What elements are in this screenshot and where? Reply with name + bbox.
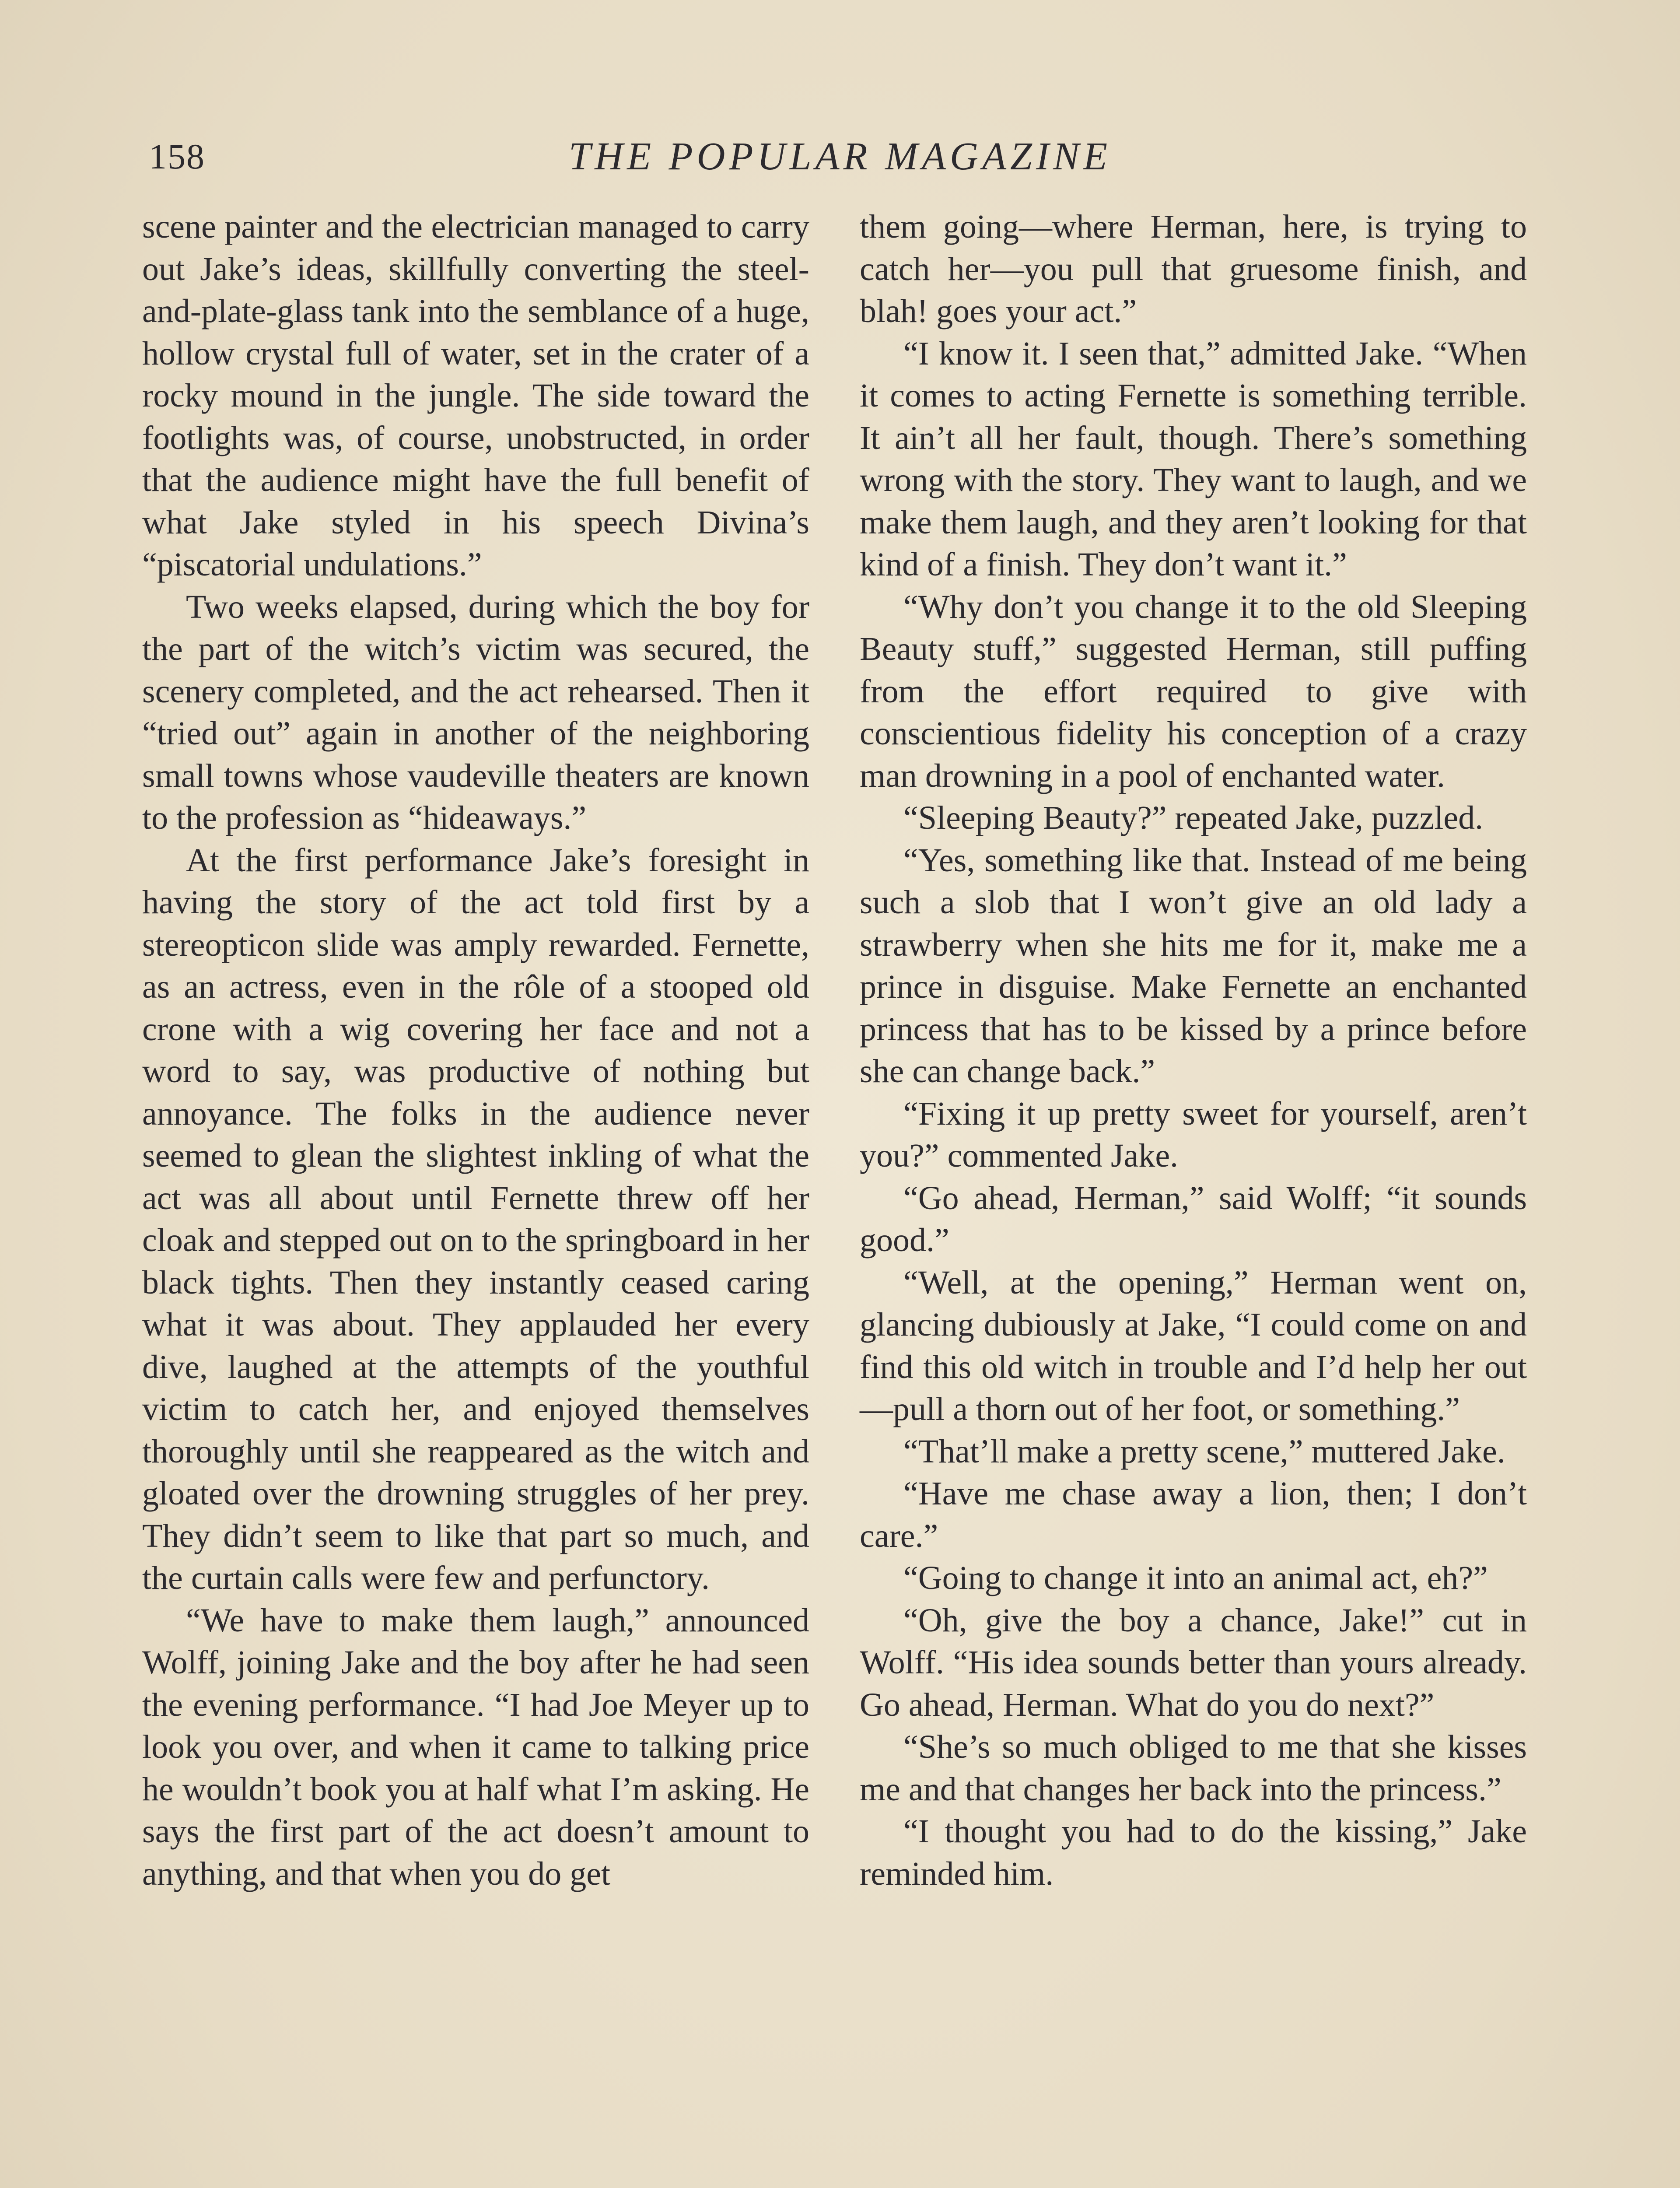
paragraph: “Fixing it up pretty sweet for yourself, aren’t you?” commented Jake. — [860, 1095, 1527, 1174]
page-number: 158 — [149, 137, 205, 176]
paragraph: “I know it. I seen that,” admitted Jake. “When it comes to acting Fernette is something terrible. It ain’t all her fault, though. There’s something wrong with the story. They want to laugh, and we make them laugh, and they aren’t looking for that kind of a finish. They don’t want it.” — [860, 335, 1527, 583]
paragraph: “We have to make them laugh,” announced Wolff, joining Jake and the boy after he had seen the evening performance. “I had Joe Meyer up to look you over, and when it came to talking price he wouldn’t book you at half what I’m asking. He says the first part of the act doesn’t amount to anything, and that when you do get — [142, 1602, 809, 1892]
paragraph: “Have me chase away a lion, then; I don’t care.” — [860, 1475, 1527, 1554]
paragraph: “Go ahead, Herman,” said Wolff; “it sounds good.” — [860, 1179, 1527, 1259]
paragraph: “Well, at the opening,” Herman went on, glancing dubiously at Jake, “I could come on and find this old witch in trouble and I’d help her out—pull a thorn out of her foot, or something.” — [860, 1264, 1527, 1427]
paragraph: “Going to change it into an animal act, eh?” — [903, 1560, 1488, 1596]
page-header — [149, 124, 1531, 189]
paragraph: “That’ll make a pretty scene,” muttered Jake. — [903, 1433, 1505, 1470]
left-column — [142, 206, 809, 1895]
paragraph: At the first performance Jake’s foresight in having the story of the act told first by a stereopticon slide was amply rewarded. Fernette, as an actress, even in the rôle of a stooped old crone with a wig covering her face and not a word to say, was productive of nothing but annoyance. The folks in the audience never seemed to glean the slightest inkling of what the act was all about until Fernette threw off her cloak and stepped out on to the springboard in her black tights. Then they instantly ceased caring what it was about. They applauded her every dive, laughed at the attempts of the youthful victim to catch her, and enjoyed themselves thoroughly until she reappeared as the witch and gloated over the drowning struggles of her prey. They didn’t seem to like that part so much, and the curtain calls were few and perfunctory. — [142, 842, 809, 1596]
paragraph: “Why don’t you change it to the old Sleeping Beauty stuff,” suggested Herman, still puffing from the effort required to give with conscientious fidelity his conception of a crazy man drowning in a pool of enchanted water. — [860, 588, 1527, 794]
paragraph: “Yes, something like that. Instead of me being such a slob that I won’t give an old lady a strawberry when she hits me for it, make me a prince in disguise. Make Fernette an enchanted princess that has to be kissed by a prince before she can change back.” — [860, 842, 1527, 1090]
magazine-title: THE POPULAR MAGAZINE — [569, 135, 1111, 178]
paragraph: “I thought you had to do the kissing,” Jake reminded him. — [860, 1813, 1527, 1892]
paragraph: Two weeks elapsed, during which the boy for the part of the witch’s victim was secured, the scenery completed, and the act rehearsed. Then it “tried out” again in another of the neighboring small towns whose vaudeville theaters are known to the profession as “hideaways.” — [142, 588, 809, 836]
paragraph: them going—where Herman, here, is trying to catch her—you pull that gruesome finish, and blah! goes your act.” — [860, 208, 1527, 330]
paragraph: “Oh, give the boy a chance, Jake!” cut in Wolff. “His idea sounds better than yours already. Go ahead, Herman. What do you do next?” — [860, 1602, 1527, 1723]
paragraph: “Sleeping Beauty?” repeated Jake, puzzled. — [903, 799, 1484, 836]
right-column — [860, 206, 1527, 1895]
paragraph: scene painter and the electrician managed to carry out Jake’s ideas, skillfully converting the steel-and-plate-glass tank into the semblance of a huge, hollow crystal full of water, set in the crater of a rocky mound in the jungle. The side toward the footlights was, of course, unobstructed, in order that the audience might have the full benefit of what Jake styled in his speech Divina’s “piscatorial undulations.” — [142, 208, 809, 583]
paragraph: “She’s so much obliged to me that she kisses me and that changes her back into the princess.” — [860, 1729, 1527, 1808]
